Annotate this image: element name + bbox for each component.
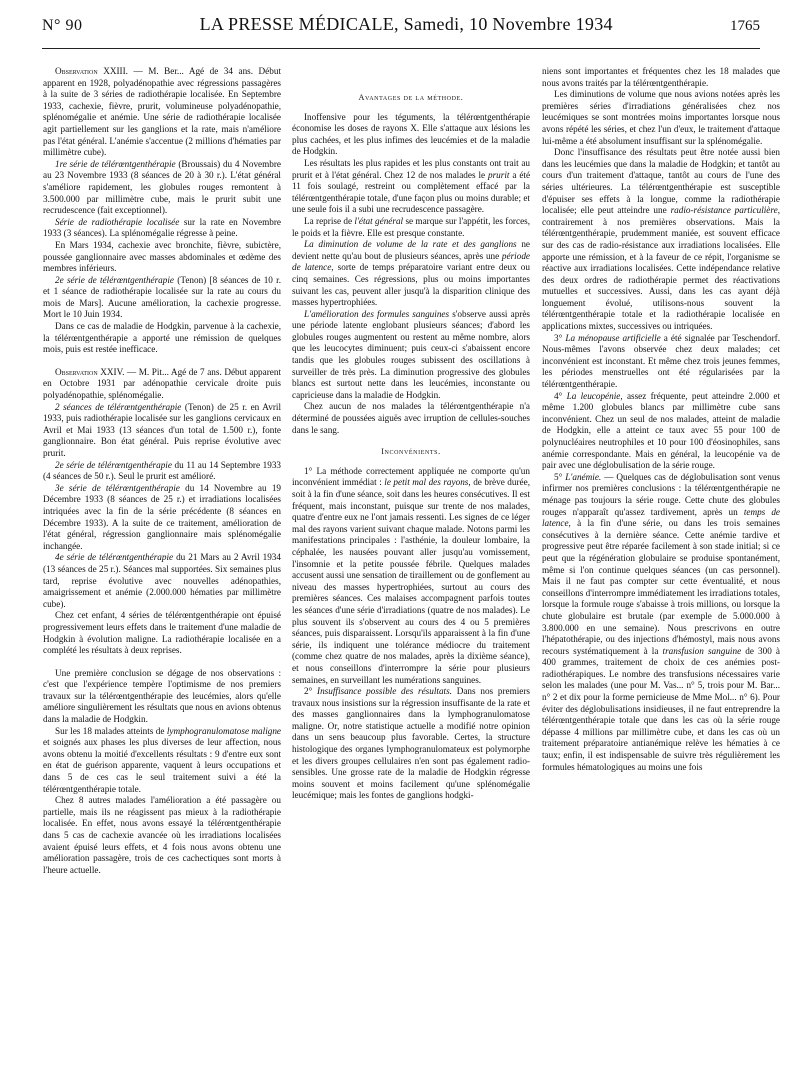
paragraph-text: du 21 Mars au 2 Avril 1934 (13 séances de 25 r.). Séances mal supportées. Six semaines plus tard, reprise évolutive avec nouvelles adénopathies, amaigrissement et anémie (2.000.000 hématies par millimètre cube). [43,552,281,609]
section-heading-drawbacks: Inconvénients. [381,447,441,457]
observation-label: Observation XXIII. [55,66,128,76]
emphasis: L'anémie. [565,471,602,482]
paragraph-text: du 11 au 14 Septembre 1933 (4 séances de 50 r.). Seul le prurit est amélioré. [43,459,281,482]
issue-number: N° 90 [42,17,83,34]
emphasis: le petit mal des rayons [384,477,469,488]
series-label: Série de radiothérapie localisée [55,216,180,227]
paragraph: Inoffensive pour les téguments, la télérœntgenthérapie économise les doses de rayons X. Elle s'attaque aux lésions les plus cachées, et les plus infimes des leucémies et de la maladie de Hodgkin. [292,111,530,157]
paragraph: Chez aucun de nos malades la télérœntgenthérapie n'a déterminé de poussées aiguës avec irruption de cellules-souches dans le sang. [292,401,530,435]
paragraph: niens sont importantes et fréquentes chez les 18 malades que nous avons traités par la télérœntgenthérapie. [542,66,780,88]
paragraph: Les diminutions de volume que nous avions notées après les premières séries d'irradiations généralisées chez nos leucémiques se sont montrées moins importantes lorsque nous avons répété les séries, et chez l'un d'eux, le traitement d'attaque lui-même a été absolument insuffisant sur la splénomégalie. [542,89,780,146]
paragraph [43,217,281,240]
paragraph-text: de 300 à 400 grammes, traitement de choix de ces anémies post-radiothérapiques. Le nombre des transfusions nécessaires varie selon les malades (une pour M. Vas... n° 5, trois pour M. Bar... n° 2 et dix pour la forme pernicieuse de Mme Mol... n° 6). Pour éviter des déglobulisations insidieuses, il ne faut entreprendre la télérœntgenthérapie totale que dans les cas où la série rouge dépasse 4 millions par millimètre cube, et dans les cas où un traitement préparatoire antianémique relève les hématies à ce taux; enfin, il est indispensable de suivre très régulièrement les formules hématologiques au moins une fois [542,645,780,772]
paragraph [292,239,530,309]
series-label: 2e série de télérœntgenthérapie [55,274,175,285]
paragraph-text: , sorte de temps préparatoire variant entre deux ou cinq semaines. Ces régressions, plus ou moins importantes suivant les cas, peuvent aller jusqu'à la disparition clinique des masses hypertrophiées. [292,262,530,308]
paragraph: Une première conclusion se dégage de nos observations : c'est que l'expérience tempère l'optimisme de nos premiers travaux sur la télérœntgenthérapie des leucémies, alors qu'elle améliore singulièrement les résultats que nous en avions obtenus dans la maladie de Hodgkin. [43,667,281,725]
paragraph: Chez 8 autres malades l'amélioration a été passagère ou partielle, mais ils ne réagissent pas mieux à la radiothérapie localisée. En effet, nous avons essayé la télérœntgenthérapie dans 5 cas de cachexie avancée où les irradiations localisées avaient épuisé leurs effets, et 4 fois nous avons obtenu une amélioration passagère, trois de ces cachectiques sont morts à l'heure actuelle. [43,795,281,875]
emphasis: période de latence [292,250,530,273]
emphasis: radio-résistance particulière [670,205,778,216]
paragraph-text: Sur les 18 malades atteints de [55,725,165,736]
emphasis: temps de latence [542,506,780,529]
paragraph-text: , assez fréquente, peut atteindre 2.000 et même 1.200 globules blancs par millimètre cube sans inconvénient. Chez un seul de nos malades, atteint de maladie de Hodgkin, elle a atteint ce taux avec 55 pour 100 de polynucléaires neutrophiles et 10 pour 100 d'éosinophiles, sans anémie correspondante. Mais en général, la leucopénie va de pair avec une déglobulisation de la série rouge. [542,390,780,471]
paragraph [542,333,780,391]
emphasis: La leucopénie [566,390,621,401]
paragraph [542,391,780,472]
paragraph [43,402,281,460]
paragraph [43,275,281,321]
paragraph-text: sur la rate en Novembre 1933 (3 séances). La splénomégalie régresse à peine. [43,216,281,239]
paragraph-text: 5° [554,471,563,482]
paragraph-text: , contrairement à nos premières observations. Mais la télérœntgenthérapie, prudemment maniée, est souvent efficace sur des cas de radio-résistance aux irradiations localisées. Elle apporte une rémission, et à la faveur de ce répit, l'organisme se réactive aux irradiations localisées. Cette indépendance relative des deux ordres de radiothérapie permet des réactivations mutuelles et successives. Aussi, dans les cas ayant déjà longuement évolué, utilisons-nous souvent la télérœntgenthérapie totale et la radiothérapie localisée en applications mixtes, successives ou intriquées. [542,205,780,332]
paragraph: En Mars 1934, cachexie avec bronchite, fièvre, subictère, poussée ganglionnaire avec masses abdominales et œdème des membres inférieurs. [43,239,281,274]
paragraph [43,483,281,553]
emphasis: L'amélioration des formules sanguines [304,308,450,319]
paragraph-text: 4° [554,390,563,401]
series-label: 2 séances de télérœntgenthérapie [55,401,182,412]
paragraph-text: (Broussais) du 4 Novembre au 23 Novembre 1933 (8 séances de 20 à 30 r.). L'état général s'améliore rapidement, les globules rouges remontent à 3.500.000 par millimètre cube, mais le prurit subit une recrudescence (fait exceptionnel). [43,158,281,216]
paragraph-text: a été 11 fois soulagé, restreint ou complètement effacé par la télérœntgenthérapie totale, d'une façon plus ou moins durable; et une seule fois il a subi une recrudescence passagère. [292,169,530,215]
paragraph-text: se marque sur l'appétit, les forces, le poids et la fièvre. Elle est presque constante. [292,215,530,238]
paragraph [43,460,281,483]
paragraph [43,159,281,217]
paragraph-text: Donc l'insuffisance des résultats peut être notée aussi bien dans les leucémies que dans la maladie de Hodgkin; et tantôt au cours d'un traitement d'attaque, tantôt au cours de l'une des séries ultérieures. La télérœntgenthérapie est susceptible d'épuiser ses effets à la longue, comme la radiothérapie localisée; elle peut atteindre une [542,147,780,216]
page-header [42,14,760,49]
emphasis: l'état général [354,215,404,226]
emphasis: prurit [487,169,510,180]
column-right [542,66,780,1066]
emphasis: La diminution de volume de la rate et des ganglions [304,239,517,250]
paragraph [43,552,281,610]
page-number: 1765 [729,18,760,34]
emphasis: Insuffisance possible des résultats. [317,686,452,697]
paragraph-text: — M. Ber... Agé de 34 ans. Début apparent en 1928, polyadénopathie avec régressions passagères à la suite de 3 séries de radiothérapie localisée. En Septembre 1933, cachexie, fièvre, prurit, volumineuse polyadénopathie, splénomégalie et anémie. Une série de radiothérapie localisée agit partiellement sur les ganglions et la rate, mais n'améliore pas l'état général. L'anémie s'accentue (2 millions d'hématies par millimètre cube). [43,66,281,158]
paragraph-text: du 14 Novembre au 19 Décembre 1933 (8 séances de 25 r.) et irradiations localisées intriquées avec la fin de la série précédente (8 séances en Décembre 1933). A la suite de ce traitement, amélioration de l'état général, régression ganglionnaire mais splénomégalie inchangée. [43,482,281,551]
paragraph [292,158,530,216]
column-middle [292,66,530,1066]
paragraph-text: 2° [304,686,313,697]
paragraph-text: — M. Pit... Agé de 7 ans. Début apparent en Octobre 1931 par adénopathie cervicale droite puis polyadénopathie, splénomégalie. [43,366,281,401]
paragraph: Dans ce cas de maladie de Hodgkin, parvenue à la cachexie, la télérœntgenthérapie a apporté une rémission de quelques mois, puis est restée inefficace. [43,321,281,355]
column-left [43,66,281,1066]
paragraph [292,216,530,239]
series-label: 4e série de télérœntgenthérapie [55,552,174,563]
paragraph-text: (Tenon) [8 séances de 10 r. et 1 séance de radiothérapie localisée sur la rate au cours du mois de Mars]. Aucune amélioration, la cachexie progresse. Mort le 10 Juin 1934. [43,274,281,320]
emphasis: La ménopause artificielle [565,332,661,343]
paragraph-text: (Tenon) de 25 r. en Avril 1933, puis radiothérapie localisée sur les ganglions cervicaux en Avril et Mai 1933 (13 séances d'un total de 1.500 r.), fonte ganglionnaire. Bon état général. Puis reprise évolutive avec prurit. [43,401,281,458]
emphasis: transfusion sanguine [662,645,742,656]
series-label: 1re série de télérœntgenthérapie [55,158,176,169]
paragraph: Chez cet enfant, 4 séries de télérœntgenthérapie ont épuisé progressivement leurs effets dans le traitement d'une maladie de Hodgkin à évolution maligne. La radiothérapie localisée en a complété les résultats à deux reprises. [43,610,281,656]
journal-title: LA PRESSE MÉDICALE, Samedi, 10 Novembre 1934 [199,14,613,34]
paragraph-text: , à la fin d'une série, ou dans les trois semaines consécutives à la dernière séance. Cette anémie tardive et progressive peut être réparée facilement à son stade initial; si ce peut que la régénération globulaire se produise spontanément, même si l'on continue quelques séances (un cas personnel). Mais il ne faut pas compter sur cette éventualité, et nous conseillons d'interrompre immédiatement les irradiations totales, lorsque la formule rouge s'abaisse à trois millions, ou lorsque la chute globulaire est brutale (par exemple de 5.000.000 à 3.800.000 en une semaine). Nous prescrivons en outre l'hépatothérapie, ou des injections d'hémostyl, mais nous avons recours systématiquement à la [542,518,780,656]
paragraph-text: et soignés aux phases les plus diverses de leur affection, nous avons obtenu la moitié d'excellents résultats : 9 d'entre eux sont en état de guérison apparente, vaquent à leurs occupations et dans 5 de ces cas le seul traitement suivi a été la télérœntgenthérapie totale. [43,737,281,794]
paragraph-text: 1° La méthode correctement appliquée ne comporte qu'un inconvénient immédiat : [292,465,530,488]
paragraph-text: , de brève durée, soit à la fin d'une séance, soit dans les heures consécutives. Il est fréquent, mais inconstant, puisque sur trente de nos malades, quatre d'entre eux ne l'ont jamais ressenti. Les signes de ce léger mal des rayons varient suivant chaque malade. Notons parmi les manifestations principales : l'asthénie, la douleur lombaire, la céphalée, les nausées pouvant aller jusqu'au vomissement, l'insomnie et la petite poussée fébrile. Quelques malades accusent aussi une sensation de tiraillement ou de gonflement au niveau des masses hypertrophiées, surtout au cours des premières séances. Ces malaises accompagnent parfois toutes les séances d'une série d'irradiations (quatre de nos malades). Le plus souvent ils s'observent au cours des 4 ou 5 premières séances, puis disparaissent. Lorsqu'ils apparaissent à la fin d'une série, ils indiquent une tolérance médiocre du traitement (comme chez quatre de nos malades, après la dixième séance), et nous conseillons d'interrompre la série pour plusieurs semaines, en surveillant les numérations sanguines. [292,477,530,685]
paragraph [43,726,281,796]
series-label: 3e série de télérœntgenthérapie [55,482,180,493]
paragraph-text: a été signalée par Teschendorf. Nous-mêmes l'avons observée chez deux malades; cet inconvénient est inconstant. Et même chez trois jeunes femmes, les périodes menstruelles ont été régularisées par la télérœntgenthérapie. [542,332,780,390]
paragraph [292,466,530,686]
paragraph [542,147,780,333]
paragraph-text: La reprise de [304,215,353,226]
paragraph-text: 3° [554,332,563,343]
paragraph-text: Dans nos premiers travaux nous insistions sur la régression insuffisante de la rate et des masses ganglionnaires dans la lymphogranulomatose maligne. Or, notre statistique actuelle a modifié notre opinion dans un sens beaucoup plus favorable. Certes, la structure histologique des organes lymphogranulomateux est polymorphe et les divers groupes cellulaires n'en sont pas également radio-sensibles. Une grosse rate de la maladie de Hodgkin régresse moins souvent et moins facilement qu'une splénomégalie leucémique; mais les fontes de ganglions hodgki- [292,686,530,801]
paragraph-text: Les résultats les plus rapides et les plus constants ont trait au prurit et à l'état général. Chez 12 de nos malades le [292,157,530,180]
paragraph-text: ne devient nette qu'au bout de plusieurs séances, après une [292,239,530,261]
observation-label: Observation XXIV. [55,366,125,377]
observation-23-intro [43,66,281,159]
paragraph-text: s'observe aussi après une période latente englobant plusieurs séances; d'abord les globules rouges augmentent ou restent au même nombre, alors que les leucocytes diminuent; puis ceux-ci s'abaissent encore tandis que les globules rouges subissent des oscillations à surveiller de très près. La diminution progressive des globules blancs est surtout nette dans les leucémies, inconstante ou capricieuse dans la maladie de Hodgkin. [292,308,530,400]
paragraph [542,472,780,773]
paragraph [292,686,530,802]
paragraph [292,309,530,402]
series-label: 2e série de télérœntgenthérapie [55,459,172,470]
section-heading-advantages: Avantages de la méthode. [358,93,464,102]
paragraph-text: — Quelques cas de déglobulisation sont venus infirmer nos premières conclusions : la télérœntgenthérapie ne ménage pas toujours la série rouge. Cette chute des globules rouges n'apparaît qu'assez tardivement, après un [542,471,780,517]
observation-24-intro [43,367,281,402]
emphasis: lymphogranulomatose maligne [166,725,281,736]
